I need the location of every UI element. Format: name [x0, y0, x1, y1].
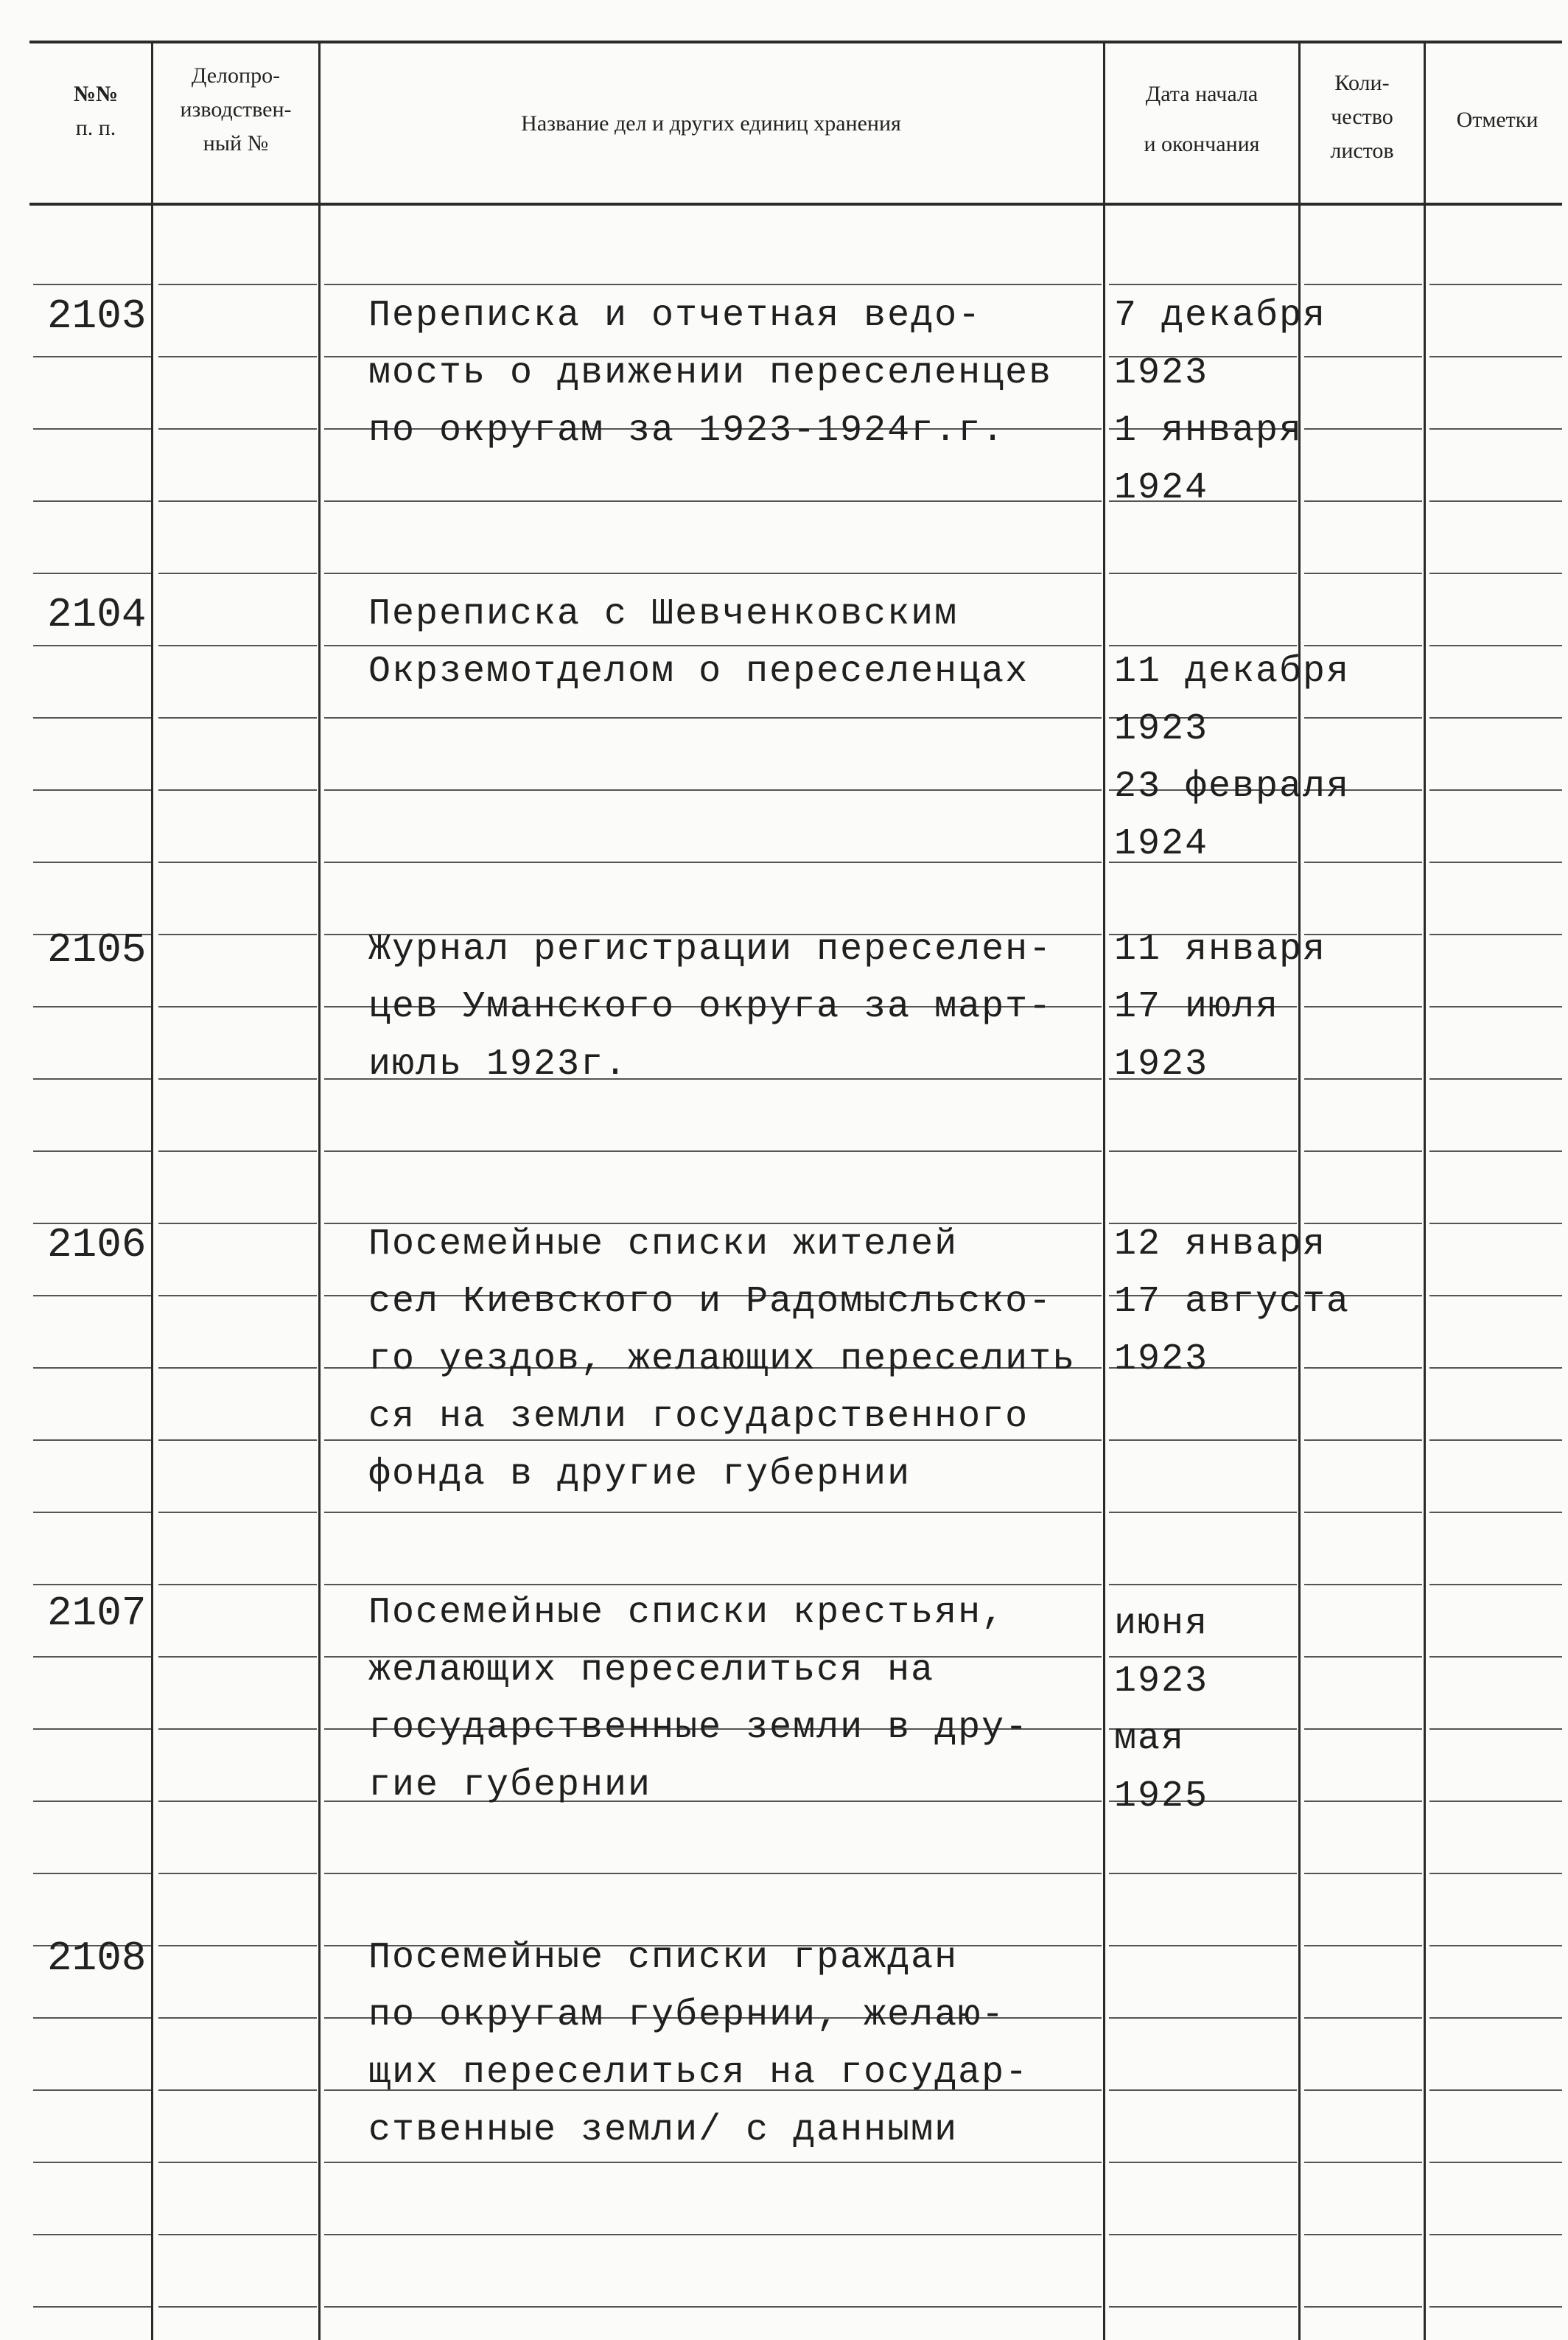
header-col-title: Название дел и других единиц хранения	[521, 111, 901, 136]
ruled-line	[1429, 573, 1562, 574]
ruled-line	[33, 1728, 151, 1730]
ruled-line	[158, 1150, 317, 1152]
table-top-border	[29, 41, 1562, 43]
ruled-line	[1109, 2162, 1297, 2163]
ruled-line	[158, 2234, 317, 2235]
ruled-line	[158, 934, 317, 935]
ruled-line	[1429, 1873, 1562, 1874]
ruled-line	[158, 789, 317, 791]
ruled-line	[158, 1512, 317, 1513]
ruled-line	[33, 1150, 151, 1152]
ruled-line	[1429, 717, 1562, 719]
ruled-line	[33, 789, 151, 791]
ruled-line	[158, 1223, 317, 1224]
ruled-line	[33, 717, 151, 719]
ruled-line	[1429, 500, 1562, 502]
record-number: 2104	[47, 591, 147, 638]
ruled-line	[33, 1006, 151, 1007]
ruled-line	[158, 1006, 317, 1007]
ruled-line	[1429, 356, 1562, 357]
ruled-line	[33, 428, 151, 430]
ruled-line	[1109, 573, 1297, 574]
column-divider	[1424, 41, 1426, 2340]
ruled-line	[324, 2234, 1102, 2235]
ruled-line	[158, 500, 317, 502]
ruled-line	[158, 2089, 317, 2091]
ruled-line	[33, 284, 151, 285]
record-number: 2103	[47, 293, 147, 340]
record-number: 2106	[47, 1221, 147, 1268]
ruled-line	[158, 2017, 317, 2019]
header-col-notes: Отметки	[1456, 108, 1539, 132]
ruled-line	[158, 717, 317, 719]
column-divider	[318, 41, 321, 2340]
record-number: 2107	[47, 1590, 147, 1637]
ruled-line	[33, 2162, 151, 2163]
ruled-line	[1429, 1801, 1562, 1802]
ruled-line	[1304, 573, 1422, 574]
record-title: Переписка и отчетная ведо- мость о движении переселенцев по округам за 1923-1924г.г.	[368, 295, 1053, 452]
ruled-line	[1429, 1367, 1562, 1369]
ruled-line	[33, 1078, 151, 1080]
ruled-line	[1304, 1512, 1422, 1513]
ruled-line	[158, 2162, 317, 2163]
record-dates: 11 января 17 июля 1923	[1114, 929, 1327, 1086]
ruled-line	[1109, 2234, 1297, 2235]
ruled-line	[1429, 2306, 1562, 2308]
ruled-line	[158, 2306, 317, 2308]
header-col-dates: Дата начала и окончания	[1144, 82, 1260, 156]
ruled-line	[1429, 1656, 1562, 1658]
ruled-line	[158, 573, 317, 574]
ruled-line	[1304, 2017, 1422, 2019]
header-col-number: №№ п. п.	[73, 82, 119, 140]
ruled-line	[1429, 1945, 1562, 1946]
record-dates: июня 1923 мая 1925	[1114, 1603, 1209, 1817]
ruled-line	[324, 1873, 1102, 1874]
ruled-line	[1109, 1873, 1297, 1874]
ruled-line	[158, 356, 317, 357]
ruled-line	[33, 1367, 151, 1369]
ruled-line	[158, 1945, 317, 1946]
ruled-line	[324, 500, 1102, 502]
ruled-line	[158, 428, 317, 430]
record-dates: 11 декабря 1923 23 февраля 1924	[1114, 651, 1351, 865]
ruled-line	[158, 1801, 317, 1802]
ruled-line	[33, 645, 151, 646]
ruled-line	[1429, 789, 1562, 791]
ruled-line	[33, 1656, 151, 1658]
ruled-line	[324, 573, 1102, 574]
record-title: Посемейные списки крестьян, желающих переселиться на государственные земли в дру- гие губернии	[368, 1592, 1029, 1806]
ruled-line	[1109, 284, 1297, 285]
ruled-line	[33, 1801, 151, 1802]
ruled-line	[1429, 934, 1562, 935]
ruled-line	[1109, 1945, 1297, 1946]
ruled-line	[1304, 1150, 1422, 1152]
record-number: 2105	[47, 926, 147, 974]
ruled-line	[324, 1512, 1102, 1513]
ruled-line	[1429, 2089, 1562, 2091]
header-bottom-border	[29, 203, 1562, 206]
ruled-line	[1429, 1512, 1562, 1513]
ruled-line	[324, 2162, 1102, 2163]
ruled-line	[33, 2017, 151, 2019]
ruled-line	[1109, 2089, 1297, 2091]
ruled-line	[1109, 1584, 1297, 1585]
ruled-line	[1429, 284, 1562, 285]
ruled-line	[1109, 1439, 1297, 1441]
ruled-line	[1429, 1150, 1562, 1152]
ruled-line	[158, 1584, 317, 1585]
ruled-line	[33, 1873, 151, 1874]
ruled-line	[1429, 1439, 1562, 1441]
ruled-line	[1304, 2162, 1422, 2163]
ruled-line	[324, 789, 1102, 791]
ruled-line	[33, 2234, 151, 2235]
ruled-line	[33, 1295, 151, 1296]
ruled-line	[324, 862, 1102, 863]
ruled-line	[1109, 1512, 1297, 1513]
ruled-line	[158, 645, 317, 646]
record-title: Посемейные списки жителей сел Киевского и Радомысльско- го уездов, желающих переселить ся на земли государственного фонда в другие губернии	[368, 1223, 1077, 1495]
ruled-line	[158, 862, 317, 863]
ruled-line	[1429, 1728, 1562, 1730]
record-title: Журнал регистрации переселен- цев Уманского округа за март- июль 1923г.	[368, 929, 1053, 1086]
record-title: Переписка с Шевченковским Окрземотделом о переселенцах	[368, 593, 1029, 693]
record-dates: 12 января 17 августа 1923	[1114, 1223, 1351, 1380]
ruled-line	[1109, 2306, 1297, 2308]
ruled-line	[324, 284, 1102, 285]
ruled-line	[33, 573, 151, 574]
ruled-line	[158, 284, 317, 285]
ruled-line	[33, 862, 151, 863]
ruled-line	[1429, 1078, 1562, 1080]
ruled-line	[1304, 2234, 1422, 2235]
ruled-line	[1429, 2234, 1562, 2235]
ruled-line	[158, 1367, 317, 1369]
ruled-line	[33, 500, 151, 502]
ruled-line	[1429, 1223, 1562, 1224]
ruled-line	[1429, 428, 1562, 430]
record-number: 2108	[47, 1935, 147, 1982]
ruled-line	[324, 2306, 1102, 2308]
ruled-line	[1429, 2017, 1562, 2019]
ruled-line	[1304, 1584, 1422, 1585]
ruled-line	[324, 1150, 1102, 1152]
ruled-line	[1304, 2089, 1422, 2091]
ruled-line	[1109, 1150, 1297, 1152]
ruled-line	[158, 1439, 317, 1441]
ruled-line	[158, 1873, 317, 1874]
record-dates: 7 декабря 1923 1 января 1924	[1114, 295, 1327, 509]
header-col-sheets: Коли- чество листов	[1330, 71, 1394, 163]
record-title: Посемейные списки граждан по округам губернии, желаю- щих переселиться на государ- ственные земли/ с данными	[368, 1937, 1029, 2151]
ruled-line	[1429, 1584, 1562, 1585]
ruled-line	[33, 2306, 151, 2308]
ruled-line	[158, 1728, 317, 1730]
ruled-line	[1429, 862, 1562, 863]
column-divider	[151, 41, 153, 2340]
ruled-line	[158, 1078, 317, 1080]
ruled-line	[1304, 1873, 1422, 1874]
ruled-line	[1304, 2306, 1422, 2308]
ruled-line	[33, 1512, 151, 1513]
ruled-line	[33, 2089, 151, 2091]
ruled-line	[1109, 2017, 1297, 2019]
ruled-line	[1304, 284, 1422, 285]
ruled-line	[1304, 1439, 1422, 1441]
ruled-line	[324, 717, 1102, 719]
ruled-line	[1429, 2162, 1562, 2163]
ruled-line	[158, 1295, 317, 1296]
ruled-line	[1304, 1945, 1422, 1946]
ruled-line	[33, 356, 151, 357]
ruled-line	[33, 1439, 151, 1441]
ruled-line	[1429, 645, 1562, 646]
ruled-line	[1429, 1006, 1562, 1007]
header-col-office-number: Делопро- изводствен- ный №	[180, 63, 292, 156]
ruled-line	[1429, 1295, 1562, 1296]
ruled-line	[158, 1656, 317, 1658]
